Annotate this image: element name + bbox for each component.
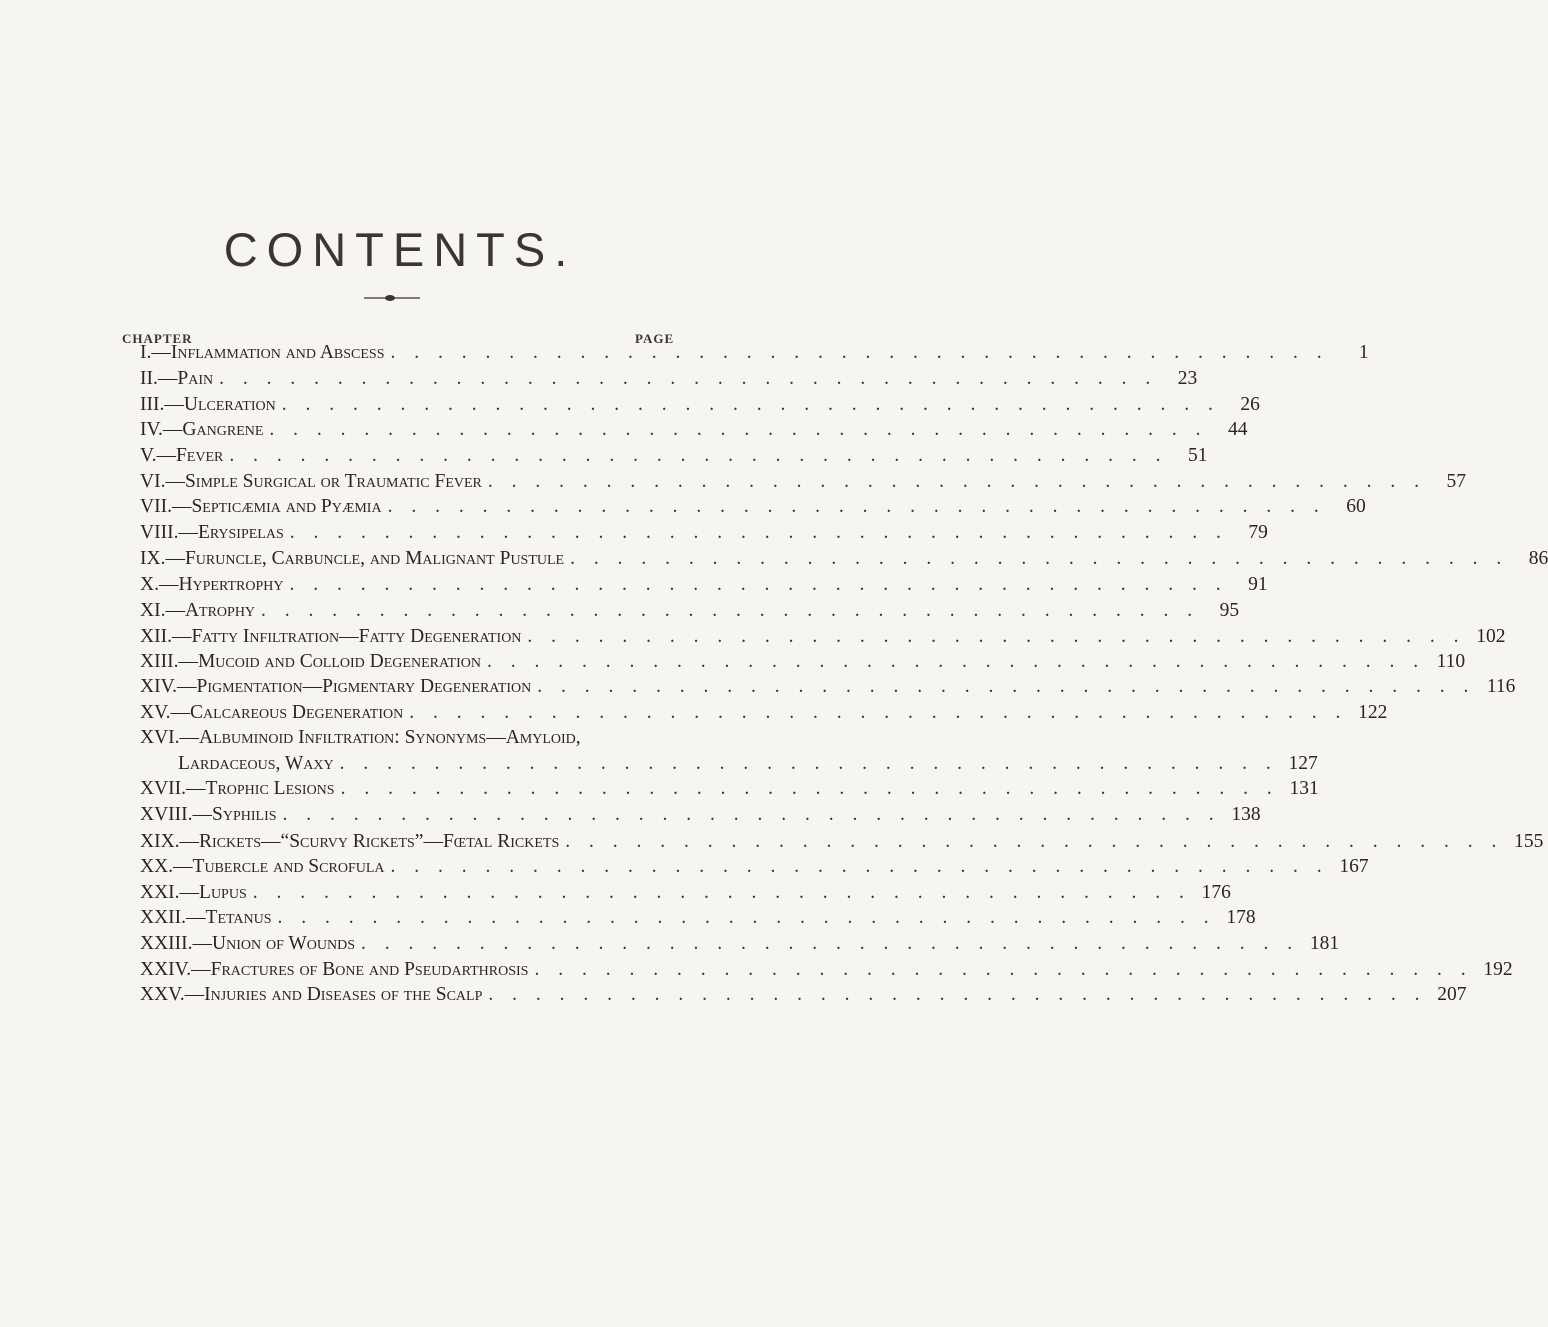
toc-entry bbox=[140, 419, 1248, 443]
toc-entry-page: 176 bbox=[1201, 882, 1231, 903]
page-column-label: PAGE bbox=[635, 331, 675, 346]
toc-entry-title: XIV.—Pigmentation—Pigmentary Degeneration bbox=[140, 676, 532, 697]
toc-entry-page: 127 bbox=[1288, 753, 1318, 774]
toc-entry-page: 1 bbox=[1358, 342, 1369, 363]
toc-entry-page: 60 bbox=[1346, 496, 1366, 517]
toc-entry bbox=[140, 394, 1260, 418]
toc-entry-title: Lardaceous, Waxy bbox=[178, 753, 334, 774]
toc-entry bbox=[140, 574, 1268, 598]
toc-leader-dots: . . . . . . . . . . . . . . . . . . . . . . . . . . . . . . . . . . . . . . . . bbox=[534, 959, 1473, 980]
toc-entry-page: 26 bbox=[1240, 394, 1260, 415]
toc-entry-title: XV.—Calcareous Degeneration bbox=[140, 702, 404, 723]
toc-entry bbox=[140, 368, 1198, 392]
toc-entry-title: XXII.—Tetanus bbox=[140, 907, 272, 928]
toc-entry bbox=[140, 471, 1467, 495]
toc-entry-title: VI.—Simple Surgical or Traumatic Fever bbox=[140, 471, 482, 492]
toc-entry-title: X.—Hypertrophy bbox=[140, 574, 284, 595]
toc-entry-page: 102 bbox=[1476, 626, 1506, 647]
toc-entry-title: XXIV.—Fractures of Bone and Pseudarthrosis bbox=[140, 959, 529, 980]
toc-entry-page: 23 bbox=[1177, 368, 1198, 389]
toc-entry-title: IV.—Gangrene bbox=[140, 419, 264, 440]
toc-leader-dots: . . . . . . . . . . . . . . . . . . . . . . . . . . . . . . . . . . . . . . . . bbox=[565, 831, 1504, 852]
toc-entry bbox=[140, 626, 1506, 650]
toc-leader-dots: . . . . . . . . . . . . . . . . . . . . . . . . . . . . . . . . . . . . . . . . bbox=[252, 882, 1191, 903]
toc-entry bbox=[140, 600, 1240, 624]
toc-entry bbox=[140, 882, 1231, 906]
toc-leader-dots: . . . . . . . . . . . . . . . . . . . . . . . . . . . . . . . . . . . . . . . . bbox=[229, 445, 1168, 466]
toc-leader-dots: . . . . . . . . . . . . . . . . . . . . . . . . . . . . . . . . . . . . . . . . bbox=[289, 522, 1228, 543]
toc-entry-title: XII.—Fatty Infiltration—Fatty Degeneration bbox=[140, 626, 522, 647]
toc-entry bbox=[140, 959, 1513, 983]
toc-entry bbox=[140, 907, 1256, 931]
toc-entry-title: III.—Ulceration bbox=[140, 394, 276, 415]
toc-entry-page: 79 bbox=[1248, 522, 1268, 543]
toc-entry-title: I.—Inflammation and Abscess bbox=[140, 342, 385, 363]
toc-entry bbox=[140, 727, 662, 751]
toc-entry-page: 86 bbox=[1528, 548, 1548, 569]
toc-entry-title: VIII.—Erysipelas bbox=[140, 522, 284, 543]
toc-leader-dots: . . . . . . . . . . . . . . . . . . . . . . . . . . . . . . . . . . . . . . . . bbox=[277, 907, 1216, 928]
toc-leader-dots: . . . . . . . . . . . . . . . . . . . . . . . . . . . . . . . . . . . . . . . . bbox=[261, 600, 1200, 621]
toc-entry bbox=[140, 702, 1388, 726]
toc-leader-dots: . . . . . . . . . . . . . . . . . . . . . . . . . . . . . . . . . . . . . . . . bbox=[282, 804, 1221, 825]
toc-entry-page: 57 bbox=[1446, 471, 1467, 492]
toc-entry bbox=[140, 984, 1467, 1008]
toc-entry-page: 181 bbox=[1309, 933, 1340, 954]
toc-entry bbox=[140, 831, 1544, 855]
toc-entry-title: VII.—Septicæmia and Pyæmia bbox=[140, 496, 382, 517]
toc-entry-page: 131 bbox=[1289, 778, 1319, 799]
toc-entry bbox=[140, 856, 1369, 880]
toc-entry bbox=[140, 496, 1366, 520]
toc-leader-dots: . . . . . . . . . . . . . . . . . . . . . . . . . . . . . . . . . . . . . . . . bbox=[219, 368, 1158, 389]
toc-leader-dots: . . . . . . . . . . . . . . . . . . . . . . . . . . . . . . . . . . . . . . . . bbox=[339, 753, 1278, 774]
toc-leader-dots: . . . . . . . . . . . . . . . . . . . . . . . . . . . . . . . . . . . . . . . . bbox=[340, 778, 1279, 799]
toc-entry-page: 116 bbox=[1486, 676, 1516, 697]
toc-leader-dots: . . . . . . . . . . . . . . . . . . . . . . . . . . . . . . . . . . . . . . . . bbox=[361, 933, 1300, 954]
toc-entry bbox=[140, 676, 1516, 700]
toc-entry-title: XI.—Atrophy bbox=[140, 600, 256, 621]
toc-entry-title: IX.—Furuncle, Carbuncle, and Malignant Pustule bbox=[140, 548, 565, 569]
toc-entry-page: 110 bbox=[1436, 651, 1466, 672]
toc-entry-page: 207 bbox=[1437, 984, 1467, 1005]
divider-ornament bbox=[362, 294, 422, 302]
toc-entry bbox=[140, 933, 1340, 957]
toc-leader-dots: . . . . . . . . . . . . . . . . . . . . . . . . . . . . . . . . . . . . . . . . bbox=[486, 651, 1426, 672]
toc-entry-page: 192 bbox=[1483, 959, 1513, 980]
toc-entry bbox=[140, 651, 1466, 675]
toc-entry-title: XIX.—Rickets—“Scurvy Rickets”—Fœtal Rickets bbox=[140, 831, 560, 852]
toc-entry-page: 178 bbox=[1226, 907, 1256, 928]
toc-entry-page: 167 bbox=[1339, 856, 1369, 877]
toc-entry-page: 138 bbox=[1231, 804, 1261, 825]
toc-entry-page: 95 bbox=[1219, 600, 1240, 621]
toc-leader-dots: . . . . . . . . . . . . . . . . . . . . . . . . . . . . . . . . . . . . . . . . bbox=[409, 702, 1348, 723]
toc-entry-page: 155 bbox=[1514, 831, 1544, 852]
toc-entry-title: XVI.—Albuminoid Infiltration: Synonyms—Amyloid, bbox=[140, 727, 581, 748]
toc-leader-dots: . . . . . . . . . . . . . . . . . . . . . . . . . . . . . . . . . . . . . . . . bbox=[487, 471, 1427, 492]
toc-entry-title: XVII.—Trophic Lesions bbox=[140, 778, 335, 799]
toc-leader-dots: . . . . . . . . . . . . . . . . . . . . . . . . . . . . . . . . . . . . . . . . bbox=[390, 342, 1329, 363]
toc-leader-dots: . . . . . . . . . . . . . . . . . . . . . . . . . . . . . . . . . . . . . . . . bbox=[488, 984, 1427, 1005]
toc-leader-dots: . . . . . . . . . . . . . . . . . . . . . . . . . . . . . . . . . . . . . . . . bbox=[527, 626, 1466, 647]
toc-entry-title: XXV.—Injuries and Diseases of the Scalp bbox=[140, 984, 483, 1005]
toc-leader-dots: . . . . . . . . . . . . . . . . . . . . . . . . . . . . . . . . . . . . . . . . bbox=[269, 419, 1208, 440]
toc-leader-dots: . . . . . . . . . . . . . . . . . . . . . . . . . . . . . . . . . . . . . . . . bbox=[570, 548, 1509, 569]
toc-entry-page: 44 bbox=[1228, 419, 1248, 440]
toc-leader-dots: . . . . . . . . . . . . . . . . . . . . . . . . . . . . . . . . . . . . . . . . bbox=[281, 394, 1220, 415]
toc-entry-title: XIII.—Mucoid and Colloid Degeneration bbox=[140, 651, 481, 672]
toc-entry bbox=[140, 342, 1369, 366]
toc-entry bbox=[140, 522, 1268, 546]
toc-leader-dots: . . . . . . . . . . . . . . . . . . . . . . . . . . . . . . . . . . . . . . . . bbox=[289, 574, 1228, 595]
toc-entry bbox=[140, 548, 1548, 572]
toc-entry-title: V.—Fever bbox=[140, 445, 224, 466]
toc-entry-page: 122 bbox=[1358, 702, 1388, 723]
toc-entry-title: XVIII.—Syphilis bbox=[140, 804, 277, 825]
toc-entry-page: 51 bbox=[1187, 445, 1208, 466]
toc-entry-title: II.—Pain bbox=[140, 368, 214, 389]
toc-entry-title: XXI.—Lupus bbox=[140, 882, 247, 903]
toc-entry bbox=[140, 804, 1261, 828]
page-title: CONTENTS. bbox=[223, 223, 577, 276]
toc-entry bbox=[140, 445, 1208, 469]
toc-entry-title: XX.—Tubercle and Scrofula bbox=[140, 856, 385, 877]
toc-entry-page: 91 bbox=[1248, 574, 1268, 595]
toc-leader-dots: . . . . . . . . . . . . . . . . . . . . . . . . . . . . . . . . . . . . . . . . bbox=[537, 676, 1476, 697]
toc-leader-dots: . . . . . . . . . . . . . . . . . . . . . . . . . . . . . . . . . . . . . . . . bbox=[387, 496, 1326, 517]
toc-entry-title: XXIII.—Union of Wounds bbox=[140, 933, 356, 954]
toc-entry bbox=[178, 753, 1318, 777]
chapter-column-label: CHAPTER bbox=[122, 331, 193, 346]
toc-leader-dots: . . . . . . . . . . . . . . . . . . . . . . . . . . . . . . . . . . . . . . . . bbox=[390, 856, 1329, 877]
toc-entry bbox=[140, 778, 1319, 802]
